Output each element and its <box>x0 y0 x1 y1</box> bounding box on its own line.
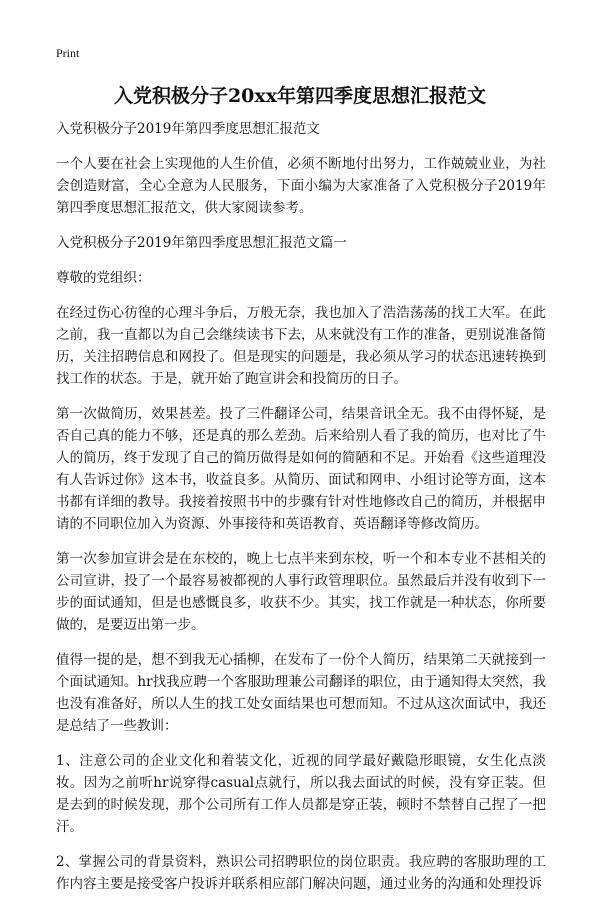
salutation: 尊敬的党组织： <box>56 270 151 286</box>
article-subtitle: 入党积极分子2019年第四季度思想汇报范文 <box>56 121 320 137</box>
body-paragraph: 值得一提的是，想不到我无心插柳，在发布了一份个人简历，结果第二天就接到一个面试通知。hr找我应聘一个客服助理兼公司翻译的职位，由于通知得太突然，我也没有准备好，所以人生的找工处女面结果也可想而知。不过从这次面试中，我还是总结了一些教训： <box>56 652 546 734</box>
body-paragraph: 第一次做简历，效果甚差。投了三件翻译公司，结果音讯全无。我不由得怀疑，是否自己真的能力不够，还是真的那么差劲。后来给别人看了我的简历，也对比了牛人的简历，终于发现了自己的简历做得是如何的简陋和不足。开始看《这些道理没有人告诉过你》这本书，收益良多。从简历、面试和网申、小组讨论等方面，这本书都有详细的教导。我接着按照书中的步骤有针对性地修改自己的简历，并根据申请的不同职位加入为资源、外事接待和英语教育、英语翻译等修改简历。 <box>56 406 546 532</box>
article-intro: 一个人要在社会上实现他的人生价值，必须不断地付出努力，工作兢兢业业，为社会创造财富，全心全意为人民服务，下面小编为大家准备了入党积极分子2019年第四季度思想汇报范文，供大家阅读参考。 <box>56 156 546 216</box>
body-paragraph: 在经过伤心彷徨的心理斗争后，万般无奈，我也加入了浩浩荡荡的找工大军。在此之前，我一直都以为自己会继续读书下去，从来就没有工作的准备，更别说准备简历，关注招聘信息和网投了。但是现实的问题是，我必须从学习的状态迅速转换到找工作的状态。于是，就开始了跑宣讲会和投简历的日子。 <box>56 305 546 387</box>
article-body <box>56 118 546 908</box>
lesson-item-1: 1、注意公司的企业文化和着装文化，近视的同学最好戴隐形眼镜，女生化点淡妆。因为之前听hr说穿得casual点就行，所以我去面试的时候，没有穿正装。但是去到的时候发现，那个公司所有工作人员都是穿正装，顿时不禁替自己捏了一把汗。 <box>56 753 546 835</box>
article-title: 入党积极分子20xx年第四季度思想汇报范文 <box>113 85 487 107</box>
lesson-item-2: 2、掌握公司的背景资料，熟识公司招聘职位的岗位职责。我应聘的客服助理的工作内容主要是接受客户投诉并联系相应部门解决问题，通过业务的沟通和处理投诉 <box>56 854 546 892</box>
print-link[interactable]: Print <box>56 46 80 60</box>
body-paragraph: 第一次参加宣讲会是在东校的，晚上七点半来到东校，听一个和本专业不甚相关的公司宣讲，投了一个最容易被都视的人事行政管理职位。虽然最后并没有收到下一步的面试通知，但是也感慨良多，收获不少。其实，找工作就是一种状态，你所要做的，是要迈出第一步。 <box>56 551 546 633</box>
section-heading: 入党积极分子2019年第四季度思想汇报范文篇一 <box>56 235 347 251</box>
